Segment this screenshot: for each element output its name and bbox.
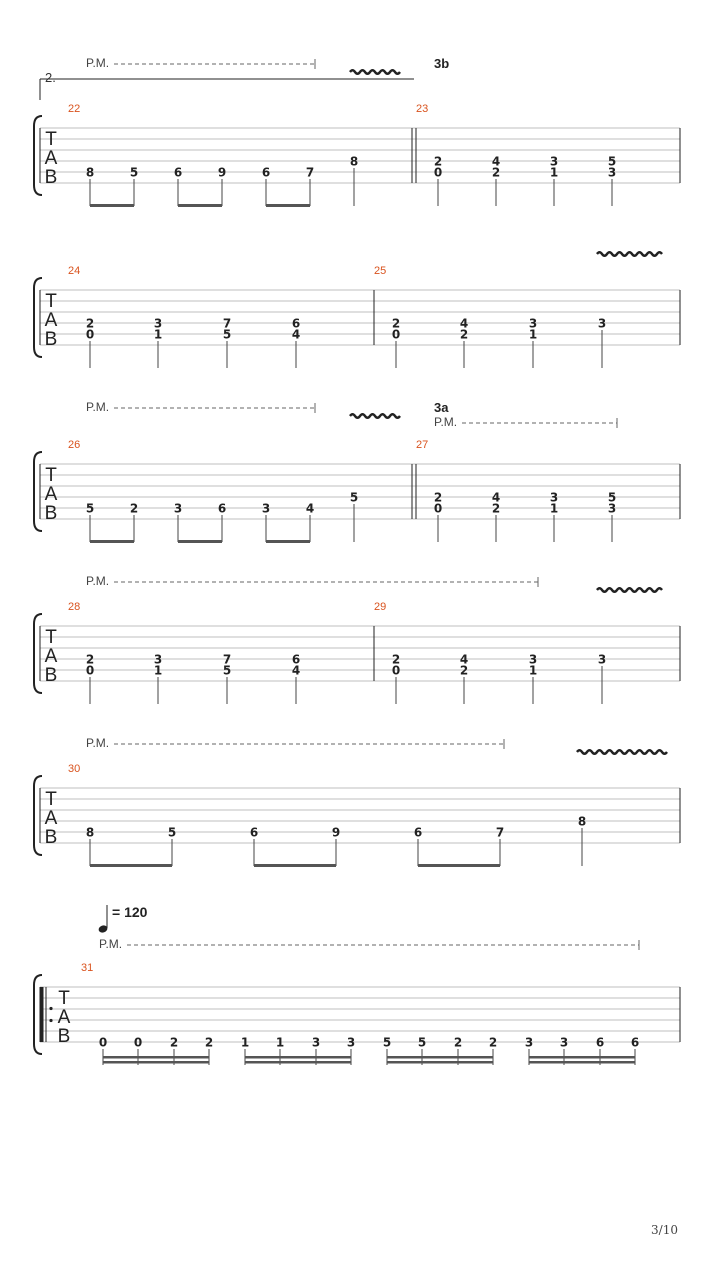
measure-number: 27 <box>416 439 429 451</box>
fret-number: 4 <box>459 652 469 667</box>
fret-number: 6 <box>249 825 259 840</box>
tab-clef-a: A <box>44 148 58 169</box>
note-beam <box>254 864 336 867</box>
note-beam-16th <box>387 1061 493 1064</box>
fret-number: 2 <box>433 154 443 169</box>
palm-mute-6-label: P.M. <box>99 937 123 951</box>
measure-number: 30 <box>68 763 81 775</box>
fret-number: 3 <box>173 501 183 516</box>
fret-number: 2 <box>433 490 443 505</box>
tab-clef-b: B <box>44 329 58 350</box>
page-number: 3/10 <box>651 1223 678 1237</box>
fret-number: 4 <box>305 501 315 516</box>
fret-number: 4 <box>491 154 501 169</box>
vibrato-5 <box>577 750 667 754</box>
vibrato-4 <box>597 588 662 592</box>
measure-number: 29 <box>374 601 387 613</box>
tab-clef-t: T <box>45 291 57 312</box>
tab-clef-b: B <box>44 167 58 188</box>
fret-number: 0 <box>391 327 401 342</box>
fret-number: 8 <box>85 825 95 840</box>
fret-number: 0 <box>85 327 95 342</box>
note-beam <box>178 204 222 207</box>
repeat-dot <box>49 1019 52 1022</box>
note-beam <box>418 864 500 867</box>
fret-number: 7 <box>222 316 232 331</box>
volta-label: 2. <box>45 70 56 85</box>
fret-number: 5 <box>167 825 177 840</box>
fret-number: 0 <box>433 165 443 180</box>
tab-clef-b: B <box>44 503 58 524</box>
fret-number: 5 <box>222 663 232 678</box>
tempo-marking: = 120 <box>112 904 148 920</box>
fret-number: 3 <box>153 316 163 331</box>
fret-number: 3 <box>261 501 271 516</box>
section-marker: 3a <box>434 400 449 415</box>
fret-number: 2 <box>391 316 401 331</box>
tab-clef-a: A <box>44 484 58 505</box>
fret-number: 6 <box>173 165 183 180</box>
fret-number: 8 <box>349 154 359 169</box>
fret-number: 9 <box>331 825 341 840</box>
tab-clef-b: B <box>57 1026 71 1047</box>
tab-clef-t: T <box>45 789 57 810</box>
fret-number: 3 <box>549 490 559 505</box>
fret-number: 6 <box>261 165 271 180</box>
fret-number: 5 <box>607 154 617 169</box>
fret-number: 1 <box>528 663 538 678</box>
fret-number: 0 <box>133 1035 143 1050</box>
fret-number: 2 <box>491 501 501 516</box>
repeat-dot <box>49 1007 52 1010</box>
fret-number: 2 <box>169 1035 179 1050</box>
fret-number: 2 <box>204 1035 214 1050</box>
fret-number: 5 <box>607 490 617 505</box>
fret-number: 3 <box>607 501 617 516</box>
note-beam <box>266 540 310 543</box>
tab-clef-a: A <box>57 1007 71 1028</box>
fret-number: 1 <box>549 165 559 180</box>
fret-number: 7 <box>495 825 505 840</box>
fret-number: 0 <box>85 663 95 678</box>
fret-number: 3 <box>597 316 607 331</box>
fret-number: 2 <box>459 663 469 678</box>
note-beam <box>90 864 172 867</box>
measure-number: 31 <box>81 962 94 974</box>
palm-mute-1-label: P.M. <box>86 56 110 70</box>
fret-number: 8 <box>577 814 587 829</box>
tab-clef-b: B <box>44 827 58 848</box>
fret-number: 4 <box>291 327 301 342</box>
note-beam-16th <box>529 1061 635 1064</box>
fret-number: 2 <box>491 165 501 180</box>
fret-number: 3 <box>524 1035 534 1050</box>
fret-number: 6 <box>595 1035 605 1050</box>
tab-clef-a: A <box>44 808 58 829</box>
fret-number: 5 <box>222 327 232 342</box>
fret-number: 5 <box>417 1035 427 1050</box>
fret-number: 1 <box>275 1035 285 1050</box>
fret-number: 3 <box>597 652 607 667</box>
measure-number: 25 <box>374 265 387 277</box>
fret-number: 4 <box>459 316 469 331</box>
fret-number: 1 <box>549 501 559 516</box>
tab-clef-t: T <box>45 129 57 150</box>
fret-number: 4 <box>491 490 501 505</box>
note-beam <box>90 540 134 543</box>
fret-number: 2 <box>85 316 95 331</box>
fret-number: 0 <box>98 1035 108 1050</box>
fret-number: 3 <box>549 154 559 169</box>
fret-number: 3 <box>559 1035 569 1050</box>
tab-clef-t: T <box>58 988 70 1009</box>
measure-number: 28 <box>68 601 81 613</box>
fret-number: 9 <box>217 165 227 180</box>
tab-clef-t: T <box>45 627 57 648</box>
note-beam <box>529 1056 635 1059</box>
palm-mute-4-label: P.M. <box>86 574 110 588</box>
fret-number: 1 <box>528 327 538 342</box>
fret-number: 6 <box>413 825 423 840</box>
fret-number: 1 <box>153 327 163 342</box>
note-beam-16th <box>245 1061 351 1064</box>
fret-number: 3 <box>607 165 617 180</box>
note-beam <box>245 1056 351 1059</box>
vibrato-2 <box>597 252 662 256</box>
fret-number: 3 <box>528 652 538 667</box>
palm-mute-3-label: P.M. <box>86 400 110 414</box>
note-beam <box>103 1056 209 1059</box>
fret-number: 6 <box>217 501 227 516</box>
fret-number: 1 <box>240 1035 250 1050</box>
fret-number: 2 <box>488 1035 498 1050</box>
tab-clef-a: A <box>44 646 58 667</box>
vibrato-3 <box>350 414 400 418</box>
fret-number: 8 <box>85 165 95 180</box>
note-beam <box>178 540 222 543</box>
measure-number: 22 <box>68 103 81 115</box>
fret-number: 2 <box>453 1035 463 1050</box>
measure-number: 24 <box>68 265 81 277</box>
fret-number: 3 <box>346 1035 356 1050</box>
measure-number: 26 <box>68 439 81 451</box>
fret-number: 4 <box>291 663 301 678</box>
note-beam-16th <box>103 1061 209 1064</box>
repeat-thick-bar <box>40 987 44 1042</box>
fret-number: 1 <box>153 663 163 678</box>
fret-number: 6 <box>291 652 301 667</box>
tab-clef-b: B <box>44 665 58 686</box>
fret-number: 3 <box>311 1035 321 1050</box>
fret-number: 7 <box>222 652 232 667</box>
vibrato-1 <box>350 70 400 74</box>
tab-clef-a: A <box>44 310 58 331</box>
note-beam <box>266 204 310 207</box>
fret-number: 0 <box>391 663 401 678</box>
fret-number: 6 <box>291 316 301 331</box>
fret-number: 3 <box>153 652 163 667</box>
note-beam <box>387 1056 493 1059</box>
fret-number: 2 <box>85 652 95 667</box>
section-marker: 3b <box>434 56 450 71</box>
tab-clef-t: T <box>45 465 57 486</box>
fret-number: 2 <box>459 327 469 342</box>
note-beam <box>90 204 134 207</box>
fret-number: 5 <box>382 1035 392 1050</box>
fret-number: 5 <box>129 165 139 180</box>
palm-mute-3b-label: P.M. <box>434 415 458 429</box>
fret-number: 5 <box>85 501 95 516</box>
fret-number: 7 <box>305 165 315 180</box>
fret-number: 0 <box>433 501 443 516</box>
palm-mute-5-label: P.M. <box>86 736 110 750</box>
fret-number: 6 <box>630 1035 640 1050</box>
fret-number: 2 <box>129 501 139 516</box>
measure-number: 23 <box>416 103 429 115</box>
fret-number: 3 <box>528 316 538 331</box>
fret-number: 5 <box>349 490 359 505</box>
fret-number: 2 <box>391 652 401 667</box>
